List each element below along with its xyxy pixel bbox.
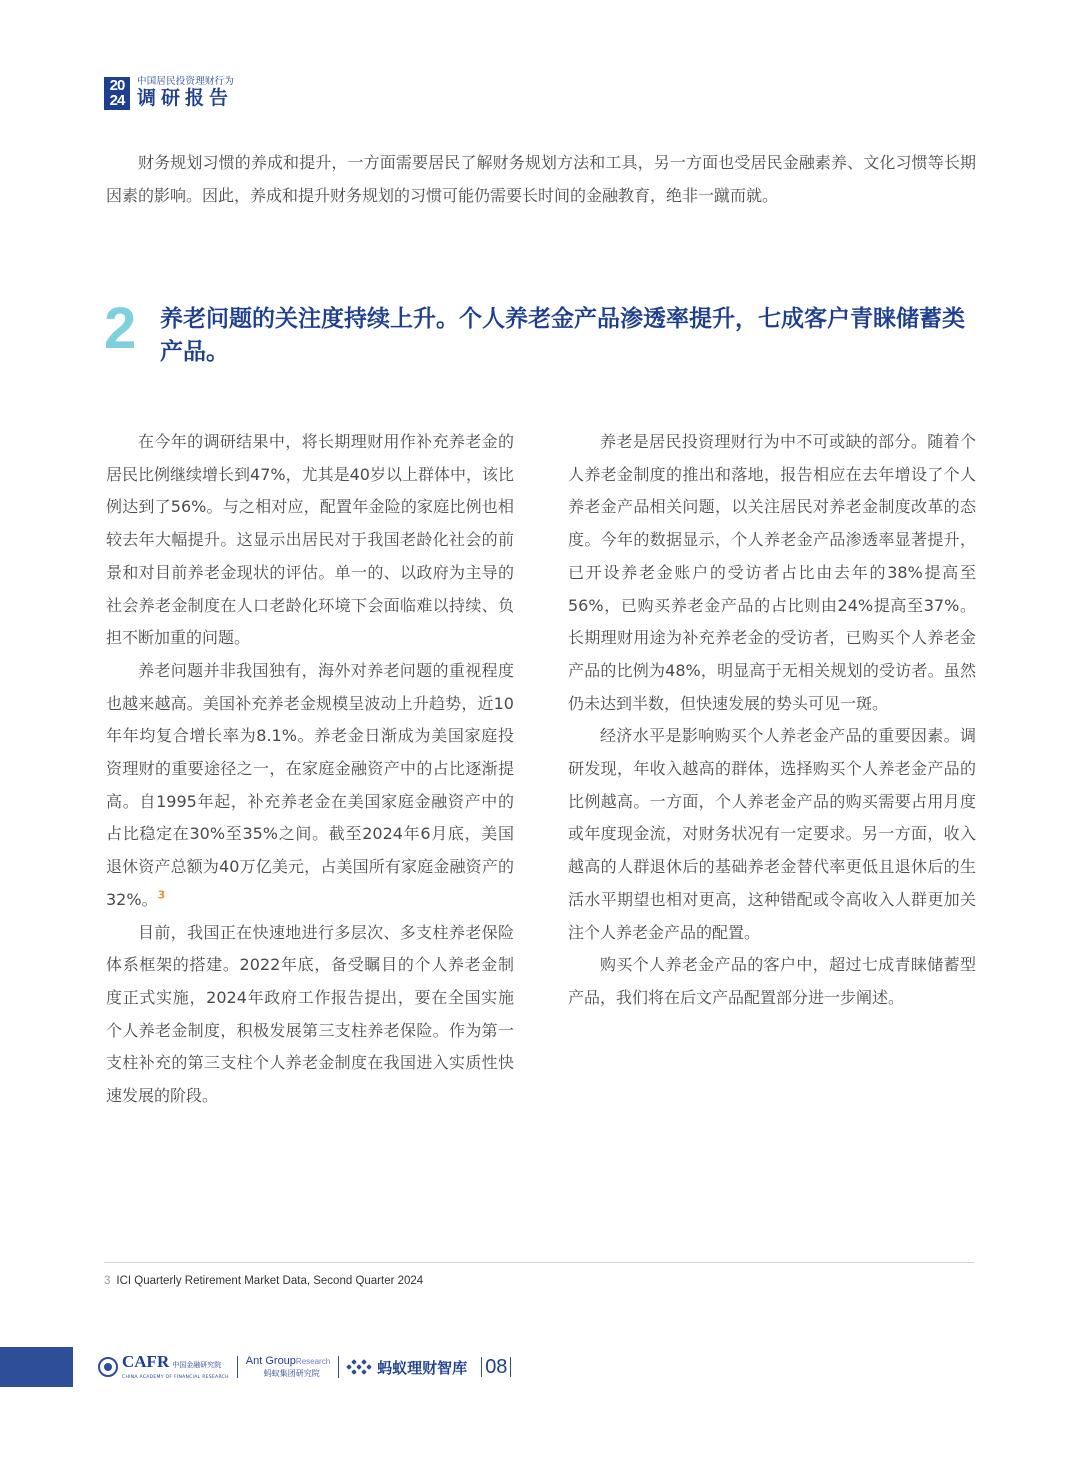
footnote-text: ICI Quarterly Retirement Market Data, Second Quarter 2024 bbox=[116, 1275, 424, 1287]
cafr-name: CAFR bbox=[122, 1352, 170, 1371]
footnote-divider bbox=[104, 1262, 974, 1263]
think-tank-logo bbox=[347, 1357, 467, 1378]
year-top: 20 bbox=[109, 77, 125, 94]
footnote bbox=[104, 1275, 423, 1287]
paragraph: 在今年的调研结果中，将长期理财用作补充养老金的居民比例继续增长到47%，尤其是40岁以上群体中，该比例达到了56%。与之相对应，配置年金险的家庭比例也相较去年大幅提升。这显示出居民对于我国老龄化社会的前景和对目前养老金现状的评估。单一的、以政府为主导的社会养老金制度在人口老龄化环境下会面临难以持续、负担不断加重的问题。 bbox=[106, 432, 514, 648]
cafr-en: CHINA ACADEMY OF FINANCIAL RESEARCH bbox=[122, 1375, 229, 1380]
logo-divider bbox=[237, 1356, 238, 1378]
ant-group-logo bbox=[246, 1355, 330, 1380]
paragraph-text: 养老问题并非我国独有，海外对养老问题的重视程度也越来越高。美国补充养老金规模呈波动上升趋势，近10年年均复合增长率为8.1%。养老金日渐成为美国家庭投资理财的重要途径之一，在家庭金融资产中的占比逐渐提高。自1995年起，补充养老金在美国家庭金融资产中的占比稳定在30%至35%之间。截至2024年6月底，美国退休资产总额为40万亿美元，占美国所有家庭金融资产的32%。 bbox=[106, 660, 514, 909]
logo-divider bbox=[338, 1356, 339, 1378]
footer-logos bbox=[98, 1351, 511, 1383]
year-bottom: 24 bbox=[109, 92, 125, 109]
footnote-reference[interactable]: 3 bbox=[157, 888, 166, 902]
paragraph: 经济水平是影响购买个人养老金产品的重要因素。调研发现，年收入越高的群体，选择购买个人养老金产品的比例越高。一方面，个人养老金产品的购买需要占用月度或年度现金流，对财务状况有一定要求。另一方面，收入越高的人群退休后的基础养老金替代率更低且退休后的生活水平期望也相对更高，这种错配或令高收入人群更加关注个人养老金产品的配置。 bbox=[568, 726, 976, 942]
page-number-text: 08 bbox=[485, 1355, 508, 1378]
ant-dots-icon bbox=[347, 1358, 371, 1376]
paragraph bbox=[106, 655, 514, 917]
ant-name: Ant Group bbox=[245, 1354, 296, 1367]
section-number: 2 bbox=[104, 296, 137, 361]
cafr-logo bbox=[98, 1353, 229, 1381]
cafr-cn: 中国金融研究院 bbox=[172, 1361, 222, 1369]
cafr-seal-icon bbox=[98, 1357, 118, 1377]
report-subtitle: 中国居民投资理财行为 bbox=[137, 76, 235, 87]
section-title: 养老问题的关注度持续上升。个人养老金产品渗透率提升，七成客户青睐储蓄类产品。 bbox=[160, 305, 965, 365]
page-number bbox=[481, 1356, 511, 1379]
paragraph: 养老是居民投资理财行为中不可或缺的部分。随着个人养老金制度的推出和落地，报告相应在去年增设了个人养老金产品相关问题，以关注居民对养老金制度改革的态度。今年的数据显示，个人养老金产品渗透率显著提升，已开设养老金账户的受访者占比由去年的38%提高至56%，已购买养老金产品的占比则由24%提高至37%。长期理财用途为补充养老金的受访者，已购买个人养老金产品的比例为48%，明显高于无相关规划的受访者。虽然仍未达到半数，但快速发展的势头可见一斑。 bbox=[568, 432, 976, 713]
report-title: 调研报告 bbox=[137, 87, 234, 109]
think-tank-name: 蚂蚁理财智库 bbox=[377, 1358, 468, 1377]
footer-accent-bar bbox=[0, 1347, 73, 1387]
right-column bbox=[568, 426, 976, 1015]
left-column bbox=[106, 426, 514, 1113]
ant-cn: 蚂蚁集团研究院 bbox=[263, 1368, 320, 1378]
year-badge bbox=[104, 77, 130, 110]
paragraph: 目前，我国正在快速地进行多层次、多支柱养老保险体系框架的搭建。2022年底，备受瞩目的个人养老金制度正式实施，2024年政府工作报告提出，要在全国实施个人养老金制度，积极发展第三支柱养老保险。作为第一支柱补充的第三支柱个人养老金制度在我国进入实质性快速发展的阶段。 bbox=[106, 922, 514, 1106]
footnote-number: 3 bbox=[104, 1275, 111, 1287]
paragraph: 购买个人养老金产品的客户中，超过七成青睐储蓄型产品，我们将在后文产品配置部分进一步阐述。 bbox=[568, 955, 976, 1007]
intro-paragraph: 财务规划习惯的养成和提升，一方面需要居民了解财务规划方法和工具，另一方面也受居民金融素养、文化习惯等长期因素的影响。因此，养成和提升财务规划的习惯可能仍需要长时间的金融教育，绝非一蹴而就。 bbox=[106, 153, 976, 205]
report-header bbox=[104, 76, 234, 110]
ant-research: Research bbox=[295, 1356, 331, 1366]
